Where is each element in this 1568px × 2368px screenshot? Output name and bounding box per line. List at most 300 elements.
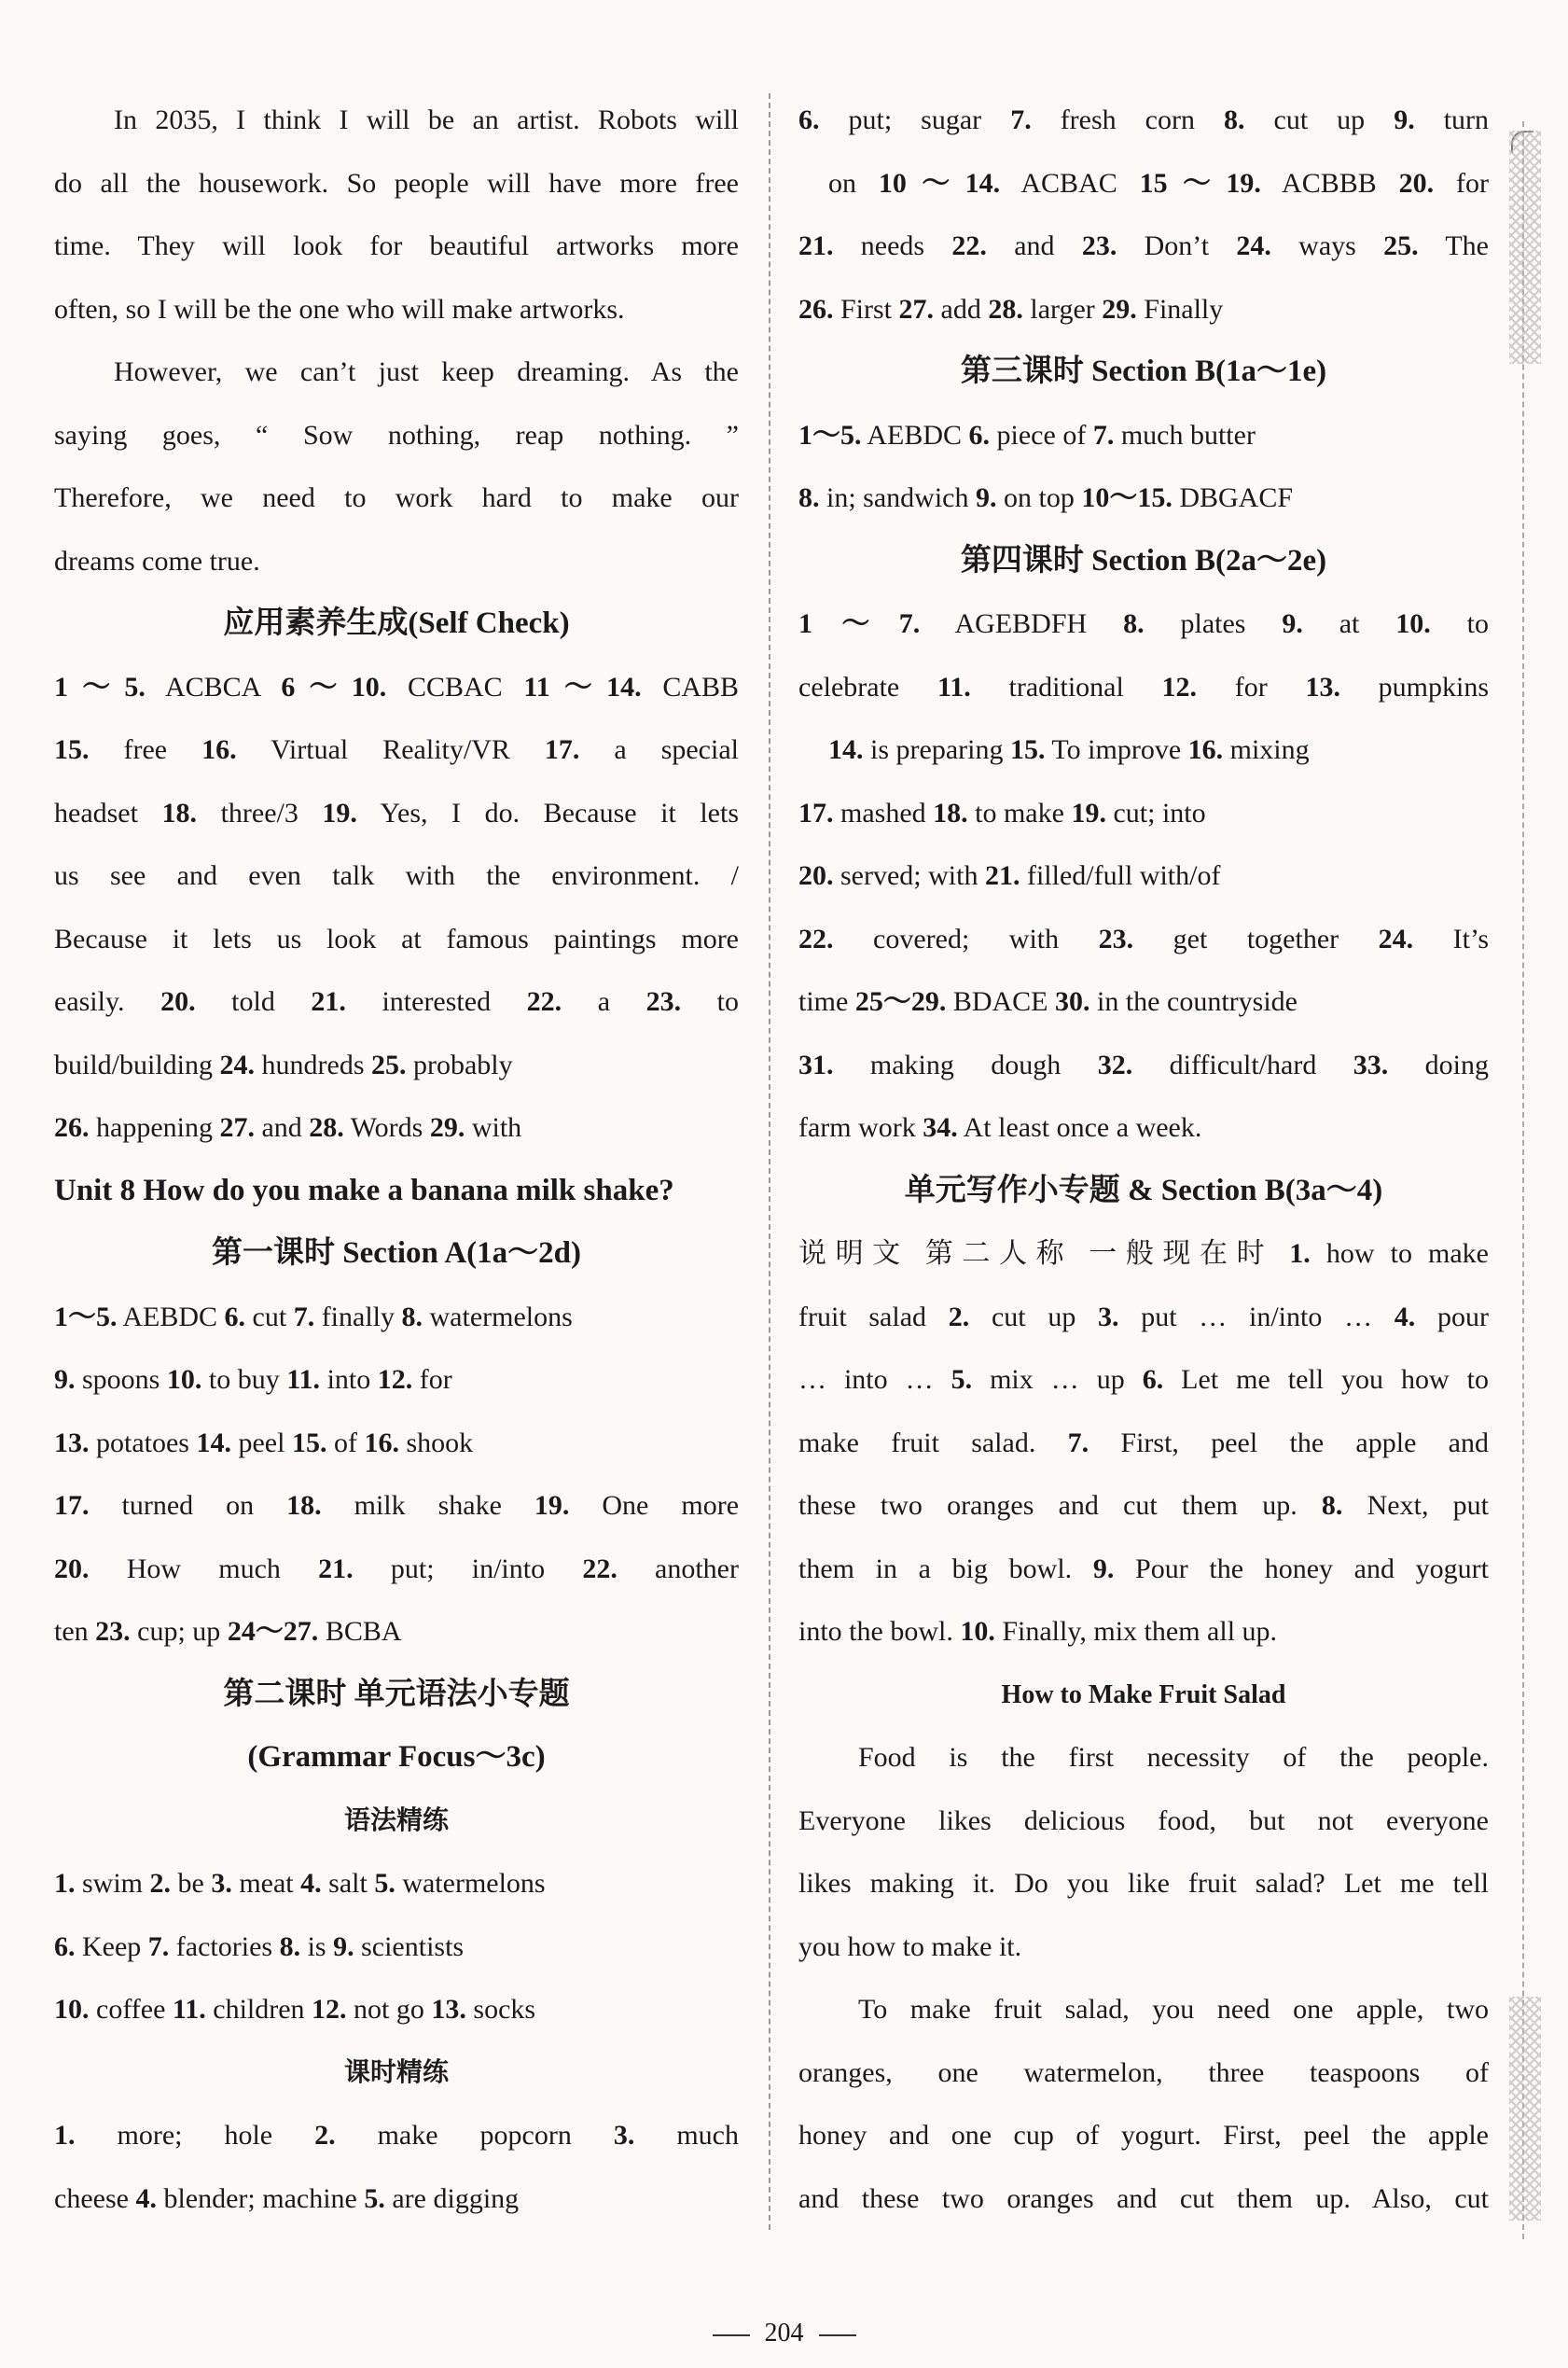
answer-text: Finally: [1136, 293, 1224, 325]
item-number: 3.: [211, 1868, 232, 1899]
answer-text: piece of: [990, 419, 1093, 451]
item-number: 3.: [613, 2120, 635, 2151]
text-line: [798, 782, 1489, 845]
item-number: 10.: [1395, 608, 1431, 639]
item-number: 4.: [300, 1868, 322, 1899]
answer-text: covered; with: [833, 923, 1099, 954]
answer-text: Keep: [75, 1930, 148, 1962]
answer-text: traditional: [970, 671, 1162, 703]
text-line: [54, 656, 739, 719]
answer-text: on: [828, 167, 879, 199]
answer-text: spoons: [75, 1364, 167, 1395]
item-number: 16.: [1187, 734, 1224, 765]
text-line: [54, 467, 739, 530]
text-line: [798, 1600, 1489, 1664]
item-number: 8.: [279, 1930, 301, 1962]
answer-text: headset: [54, 797, 162, 829]
item-number: 7.: [1092, 419, 1115, 451]
text-line: [798, 2104, 1489, 2167]
text-line: [54, 278, 739, 341]
item-number: 4.: [135, 2182, 157, 2214]
answer-text: ACBBB: [1260, 167, 1399, 199]
answer-text: larger: [1022, 293, 1103, 325]
answer-text: It’s: [1413, 923, 1489, 954]
answer-text: more; hole: [75, 2120, 315, 2151]
text-line: [54, 1096, 739, 1160]
answer-text: turned on: [89, 1490, 287, 1521]
footer-dash-left: [713, 2334, 750, 2336]
item-number: 15.: [54, 734, 90, 765]
item-number: 25.: [371, 1049, 407, 1080]
item-number: 20.: [54, 1553, 90, 1584]
text-line: [798, 1474, 1489, 1538]
answer-text: swim: [75, 1868, 150, 1899]
answer-text: coffee: [89, 1994, 173, 2025]
text-line: [798, 152, 1489, 216]
text-line: [798, 1538, 1489, 1601]
answer-text: Pour the honey and yogurt: [1114, 1553, 1489, 1584]
text-line: [798, 1726, 1489, 1790]
item-number: 1～5.: [54, 671, 146, 703]
answer-text: probably: [406, 1049, 513, 1080]
item-number: 6.: [968, 419, 991, 451]
answer-text: get together: [1133, 923, 1379, 954]
item-number: 27.: [219, 1112, 255, 1143]
item-number: 16.: [364, 1427, 399, 1458]
item-number: 12.: [1161, 671, 1198, 703]
item-number: 28.: [309, 1112, 344, 1143]
edge-pattern-top: [1509, 131, 1541, 364]
answer-text: However, we can’t just keep dreaming. As the: [114, 356, 739, 387]
item-number: 23.: [1098, 923, 1134, 954]
text-line: [798, 844, 1489, 908]
item-number: 7.: [147, 1930, 170, 1962]
answer-text: oranges, one watermelon, three teaspoons of: [798, 2056, 1489, 2088]
answer-text: First: [833, 293, 899, 325]
item-number: 9.: [1282, 608, 1303, 639]
column-divider: [769, 93, 770, 2230]
answer-text: First, peel the apple and: [1089, 1427, 1489, 1458]
answer-text: Because it lets us look at famous paintings more: [54, 923, 739, 954]
text-line: [54, 1348, 739, 1412]
item-number: 17.: [798, 797, 834, 829]
item-number: 11.: [937, 671, 971, 703]
item-number: 6.: [54, 1930, 76, 1962]
answer-text: filled/full with/of: [1020, 860, 1221, 891]
item-number: 18.: [161, 797, 198, 829]
binding-edge-line: [1522, 121, 1524, 2239]
answer-text: cut up: [1244, 104, 1395, 135]
text-line: [798, 1348, 1489, 1412]
section-heading: Unit 8 How do you make a banana milk shake?: [54, 1173, 674, 1207]
section-heading: 课时精练: [343, 2057, 449, 2087]
answer-text: One more: [569, 1490, 740, 1521]
answer-text: Therefore, we need to work hard to make our: [54, 482, 739, 513]
text-line: [54, 1852, 739, 1915]
text-line: [54, 1538, 739, 1601]
answer-text: to: [1430, 608, 1490, 639]
item-number: 24.: [1236, 230, 1271, 261]
section-heading: 第二课时 单元语法小专题: [223, 1677, 570, 1711]
item-number: 10～15.: [1081, 482, 1173, 513]
answer-text: CCBAC: [386, 671, 524, 703]
answer-text: AEBDC: [861, 419, 969, 451]
text-line: [798, 467, 1489, 530]
item-number: 19.: [534, 1490, 570, 1521]
answer-text: free: [89, 734, 202, 765]
item-number: 20.: [1398, 167, 1435, 199]
answer-text: of: [326, 1427, 365, 1458]
answer-text: saying goes, “ Sow nothing, reap nothing. ”: [54, 419, 739, 451]
answer-text: watermelons: [423, 1301, 573, 1332]
text-line: [54, 2104, 739, 2167]
footer-dash-right: [819, 2334, 856, 2336]
answer-text: time. They will look for beautiful artworks more: [54, 230, 739, 261]
answer-text: making dough: [833, 1049, 1098, 1080]
item-number: 19.: [1071, 797, 1106, 829]
item-number: 25.: [1383, 230, 1419, 261]
item-number: 21.: [311, 986, 346, 1017]
answer-text: finally: [314, 1301, 402, 1332]
answer-text: cup; up: [130, 1616, 228, 1647]
text-line: [54, 1412, 739, 1475]
answer-text: Virtual Reality/VR: [236, 734, 545, 765]
answer-text: them in a big bowl.: [798, 1553, 1093, 1584]
answer-text: on top: [996, 482, 1082, 513]
answer-text: into the bowl.: [798, 1616, 961, 1647]
item-number: 1.: [54, 1868, 76, 1899]
answer-text: are digging: [384, 2182, 520, 2214]
item-number: 15.: [1009, 734, 1046, 765]
text-line: [798, 1412, 1489, 1475]
answer-text: ACBAC: [1000, 167, 1140, 199]
answer-text: shook: [398, 1427, 474, 1458]
answer-text: and these two oranges and cut them up. Also, cut: [798, 2182, 1489, 2214]
right-column: [798, 89, 1489, 2230]
answer-text: into: [320, 1364, 378, 1395]
answer-text: children: [205, 1994, 312, 2025]
text-line: [798, 1790, 1489, 1853]
answer-text: Don’t: [1117, 230, 1237, 261]
answer-text: make popcorn: [335, 2120, 614, 2151]
answer-text: dreams come true.: [54, 545, 260, 577]
text-line: [54, 782, 739, 845]
item-number: 16.: [201, 734, 237, 765]
text-line: [54, 1978, 739, 2041]
item-number: 8.: [401, 1301, 423, 1332]
text-line: [54, 844, 739, 908]
item-number: 1～5.: [54, 1301, 118, 1332]
answer-text: honey and one cup of yogurt. First, peel the apple: [798, 2120, 1489, 2151]
item-number: 2.: [948, 1301, 970, 1332]
item-number: 7.: [293, 1301, 315, 1332]
answer-text: make fruit salad.: [798, 1427, 1068, 1458]
answer-text: be: [171, 1868, 212, 1899]
answer-text: celebrate: [798, 671, 937, 703]
page-footer: [0, 2319, 1568, 2348]
answer-text: fruit salad: [798, 1301, 949, 1332]
item-number: 10～14.: [878, 167, 1001, 199]
answer-text: DBGACF: [1172, 482, 1294, 513]
answer-text: in; sandwich: [819, 482, 976, 513]
text-line: [54, 215, 739, 278]
answer-text: watermelons: [395, 1868, 546, 1899]
answer-text: CABB: [641, 671, 740, 703]
item-number: 24.: [1378, 923, 1414, 954]
answer-text: cut: [245, 1301, 294, 1332]
text-line: [54, 970, 739, 1034]
answer-text: blender; machine: [156, 2182, 365, 2214]
text-line: [798, 278, 1489, 341]
answer-text: factories: [169, 1930, 280, 1962]
answer-text: To make fruit salad, you need one apple, two: [858, 1994, 1489, 2025]
answer-text: AGEBDFH: [920, 608, 1124, 639]
item-number: 5.: [364, 2182, 385, 2214]
text-line: [798, 908, 1489, 971]
answer-text: much: [634, 2120, 739, 2151]
text-line: [54, 1600, 739, 1664]
text-line: [798, 656, 1489, 719]
text-line: [54, 152, 739, 216]
text-line: [798, 592, 1489, 656]
answer-text: difficult/hard: [1132, 1049, 1353, 1080]
item-number: 1.: [1289, 1238, 1311, 1269]
answer-text: plates: [1144, 608, 1283, 639]
item-number: 31.: [798, 1049, 834, 1080]
section-heading: (Grammar Focus～3c): [247, 1740, 546, 1774]
answer-text: salt: [321, 1868, 375, 1899]
answer-text: To improve: [1045, 734, 1188, 765]
item-number: 9.: [54, 1364, 76, 1395]
item-number: 22.: [951, 230, 987, 261]
item-number: 14.: [828, 734, 864, 765]
answer-text: put; in/into: [353, 1553, 583, 1584]
item-number: 9.: [1394, 104, 1415, 135]
section-heading: How to Make Fruit Salad: [1001, 1679, 1286, 1709]
text-line: [798, 1034, 1489, 1097]
text-line: [798, 404, 1489, 467]
answer-text: Food is the first necessity of the people.: [858, 1742, 1489, 1773]
page-number: 204: [764, 2319, 804, 2347]
answer-text: easily.: [54, 986, 161, 1017]
answer-text: farm work: [798, 1112, 923, 1143]
item-number: 11.: [286, 1364, 321, 1395]
item-number: 29.: [1102, 293, 1137, 325]
answer-text: for: [1434, 167, 1489, 199]
answer-text: Yes, I do. Because it lets: [356, 797, 739, 829]
text-line: [798, 970, 1489, 1034]
answer-text: cut; into: [1105, 797, 1206, 829]
answer-text: you how to make it.: [798, 1930, 1022, 1962]
answer-text: pour: [1415, 1301, 1489, 1332]
answer-text: mix … up: [972, 1364, 1143, 1395]
item-number: 12.: [312, 1994, 347, 2025]
answer-text: build/building: [54, 1049, 220, 1080]
item-number: 9.: [1092, 1553, 1115, 1584]
answer-text: Finally, mix them all up.: [994, 1616, 1278, 1647]
item-number: 10.: [54, 1994, 90, 2025]
item-number: 8.: [1123, 608, 1145, 639]
item-number: 1.: [54, 2120, 76, 2151]
text-line: [798, 1915, 1489, 1979]
answer-text: put … in/into …: [1118, 1301, 1395, 1332]
item-number: 23.: [645, 986, 682, 1017]
item-number: 23.: [1081, 230, 1117, 261]
answer-text: ways: [1270, 230, 1384, 261]
answer-text: how to make: [1310, 1238, 1490, 1269]
item-number: 33.: [1353, 1049, 1389, 1080]
answer-text: do all the housework. So people will have more free: [54, 167, 739, 199]
text-line: [54, 718, 739, 782]
text-line: [54, 1474, 739, 1538]
answer-text: for: [1197, 671, 1306, 703]
item-number: 26.: [54, 1112, 90, 1143]
text-line: [798, 1222, 1489, 1286]
answer-text: hundreds: [255, 1049, 371, 1080]
item-number: 5.: [374, 1868, 395, 1899]
text-line: [798, 1096, 1489, 1160]
answer-text: often, so I will be the one who will make artworks.: [54, 293, 625, 325]
answer-text: much butter: [1114, 419, 1256, 451]
answer-text: these two oranges and cut them up.: [798, 1490, 1322, 1521]
answer-text: mashed: [833, 797, 934, 829]
section-heading: 第三课时 Section B(1a～1e): [960, 355, 1327, 388]
answer-text: cut up: [969, 1301, 1099, 1332]
item-number: 2.: [149, 1868, 172, 1899]
item-number: 18.: [286, 1490, 322, 1521]
answer-text: served; with: [833, 860, 985, 891]
item-number: 6.: [798, 104, 820, 135]
item-number: 8.: [1321, 1490, 1343, 1521]
left-column: [54, 89, 739, 2230]
section-heading: 第四课时 Section B(2a～2e): [960, 543, 1327, 578]
section-heading: 应用素养生成(Self Check): [223, 606, 570, 640]
item-number: 8.: [1224, 104, 1245, 135]
answer-text: turn: [1414, 104, 1490, 135]
text-line: [54, 341, 739, 404]
answer-text: is preparing: [863, 734, 1010, 765]
answer-text: Next, put: [1342, 1490, 1490, 1521]
answer-text: milk shake: [321, 1490, 534, 1521]
item-number: 21.: [318, 1553, 354, 1584]
text-line: [54, 1286, 739, 1349]
answer-text: interested: [345, 986, 527, 1017]
answer-text: at: [1302, 608, 1396, 639]
section-heading: 语法精练: [343, 1805, 449, 1835]
item-number: 15～19.: [1139, 167, 1261, 199]
item-number: 12.: [377, 1364, 413, 1395]
text-line: [798, 718, 1489, 782]
item-number: 10.: [166, 1364, 202, 1395]
answer-text: Let me tell you how to: [1163, 1364, 1490, 1395]
item-number: 27.: [898, 293, 935, 325]
section-heading: 单元写作小专题 & Section B(3a～4): [904, 1173, 1383, 1207]
answer-text: How much: [89, 1553, 319, 1584]
item-number: 32.: [1097, 1049, 1133, 1080]
answer-text: ten: [54, 1616, 96, 1647]
answer-text: meat: [231, 1868, 301, 1899]
item-number: 2.: [314, 2120, 336, 2151]
text-line: [798, 1286, 1489, 1349]
item-number: 24～27.: [227, 1616, 319, 1647]
answer-text: AEBDC: [117, 1301, 225, 1332]
item-number: 13.: [54, 1427, 90, 1458]
item-number: 17.: [544, 734, 580, 765]
item-number: 9.: [333, 1930, 354, 1962]
answer-text: peel: [230, 1427, 292, 1458]
text-line: [54, 908, 739, 971]
item-number: 22.: [798, 923, 834, 954]
answer-text: and: [986, 230, 1082, 261]
answer-text: scientists: [354, 1930, 465, 1962]
item-number: 19.: [322, 797, 357, 829]
answer-text: not go: [346, 1994, 432, 2025]
item-number: 7.: [1010, 104, 1032, 135]
item-number: 22.: [526, 986, 562, 1017]
item-number: 8.: [798, 482, 820, 513]
answer-text: 说明文 第二人称 一般现在时: [798, 1238, 1290, 1269]
item-number: 34.: [923, 1112, 958, 1143]
answer-text: doing: [1388, 1049, 1489, 1080]
text-line: [798, 1852, 1489, 1915]
answer-text: needs: [833, 230, 952, 261]
text-line: [798, 1978, 1489, 2041]
answer-text: potatoes: [89, 1427, 197, 1458]
answer-text: Everyone likes delicious food, but not everyone: [798, 1804, 1489, 1836]
item-number: 13.: [431, 1994, 466, 2025]
answer-text: with: [465, 1112, 522, 1143]
answer-text: a special: [579, 734, 739, 765]
answer-text: The: [1418, 230, 1490, 261]
text-line: [798, 2167, 1489, 2231]
text-line: [54, 89, 739, 152]
answer-text: another: [617, 1553, 739, 1584]
answer-text: put; sugar: [819, 104, 1011, 135]
item-number: 26.: [798, 293, 834, 325]
answer-text: add: [934, 293, 989, 325]
answer-text: fresh corn: [1031, 104, 1224, 135]
text-line: [798, 89, 1489, 152]
section-heading: 第一课时 Section A(1a～2d): [212, 1236, 581, 1270]
item-number: 6.: [224, 1301, 246, 1332]
answer-text: to make: [967, 797, 1072, 829]
item-number: 21.: [798, 230, 834, 261]
answer-text: In 2035, I think I will be an artist. Robots will: [114, 104, 739, 135]
item-number: 23.: [95, 1616, 131, 1647]
item-number: 4.: [1394, 1301, 1416, 1332]
item-number: 11～14.: [523, 671, 642, 703]
text-line: [54, 1915, 739, 1979]
answer-text: likes making it. Do you like fruit salad? Let me tell: [798, 1868, 1489, 1899]
text-line: [54, 530, 739, 593]
edge-pattern-bottom: [1509, 1997, 1541, 2221]
answer-text: for: [412, 1364, 452, 1395]
answer-text: cheese: [54, 2182, 136, 2214]
text-line: [798, 2041, 1489, 2105]
answer-text: … into …: [798, 1364, 951, 1395]
answer-text: BDACE: [946, 986, 1056, 1017]
answer-text: time: [798, 986, 855, 1017]
item-number: 17.: [54, 1490, 90, 1521]
item-number: 29.: [429, 1112, 465, 1143]
item-number: 14.: [196, 1427, 231, 1458]
answer-text: Words: [343, 1112, 430, 1143]
item-number: 1～7.: [798, 608, 921, 639]
item-number: 9.: [975, 482, 997, 513]
answer-text: three/3: [197, 797, 323, 829]
answer-text: a: [562, 986, 646, 1017]
answer-text: is: [300, 1930, 334, 1962]
